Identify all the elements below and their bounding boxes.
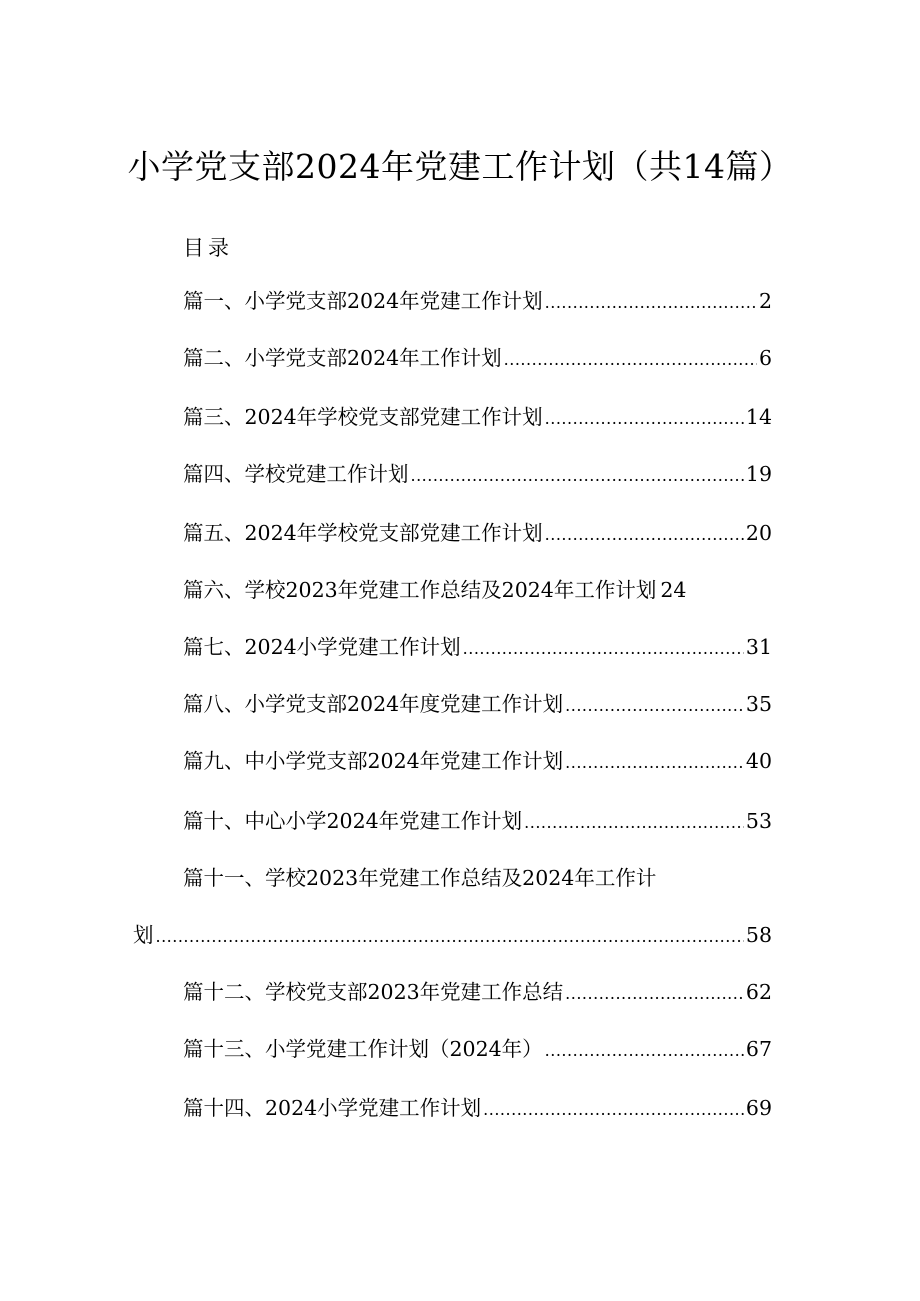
toc-dot-leader [524, 806, 744, 840]
toc-page-number: 31 [745, 635, 772, 659]
toc-dot-leader [565, 977, 744, 1011]
toc-entry-title: 篇十、中心小学2024年党建工作计划 [183, 809, 523, 833]
toc-entry-title: 篇十四、2024小学党建工作计划 [183, 1096, 482, 1120]
toc-page-number: 20 [745, 521, 772, 545]
toc-dot-leader [565, 746, 744, 780]
toc-dot-leader [545, 402, 744, 436]
toc-entry-title: 篇十三、小学党建工作计划（2024年） [183, 1037, 543, 1061]
toc-entry[interactable] [183, 744, 772, 778]
toc-page-number: 67 [745, 1037, 772, 1061]
toc-page-number: 69 [745, 1096, 772, 1120]
toc-entry-title: 篇五、2024年学校党支部党建工作计划 [183, 521, 543, 545]
toc-page-number: 35 [745, 692, 772, 716]
toc-page-number: 19 [745, 462, 772, 486]
toc-dot-leader [411, 459, 744, 493]
toc-dot-leader [463, 632, 744, 666]
toc-entry-title: 篇十二、学校党支部2023年党建工作总结 [183, 980, 564, 1004]
toc-page-number: 62 [745, 980, 772, 1004]
toc-page-number: 40 [745, 749, 772, 773]
toc-heading: 目录 [183, 236, 233, 260]
document-title: 小学党支部2024年党建工作计划（共14篇） [127, 147, 793, 186]
toc-entry-title: 篇二、小学党支部2024年工作计划 [183, 346, 502, 370]
toc-entry-title: 篇七、2024小学党建工作计划 [183, 635, 461, 659]
toc-dot-leader [545, 518, 744, 552]
toc-entry[interactable] [183, 516, 772, 550]
toc-page-number: 6 [758, 346, 772, 370]
toc-entry[interactable] [183, 341, 772, 375]
toc-entry-title: 篇六、学校2023年党建工作总结及2024年工作计划 [183, 578, 657, 602]
toc-dot-leader [545, 286, 757, 320]
toc-entry[interactable] [183, 457, 772, 491]
toc-entry-continuation[interactable] [133, 918, 772, 952]
toc-entry[interactable] [183, 284, 772, 318]
toc-entry-title: 篇四、学校党建工作计划 [183, 462, 409, 486]
toc-dot-leader [504, 343, 757, 377]
toc-entry-title: 篇八、小学党支部2024年度党建工作计划 [183, 692, 564, 716]
toc-page-number: 14 [745, 405, 772, 429]
toc-entry-title: 篇一、小学党支部2024年党建工作计划 [183, 289, 543, 313]
toc-entry[interactable] [183, 861, 772, 895]
toc-entry[interactable] [183, 1032, 772, 1066]
toc-dot-leader [156, 920, 744, 954]
toc-entry[interactable] [183, 573, 772, 607]
toc-entry[interactable] [183, 400, 772, 434]
toc-page-number: 24 [660, 578, 687, 602]
toc-entry-title: 篇十一、学校2023年党建工作总结及2024年工作计 [183, 866, 657, 890]
toc-entry[interactable] [183, 1091, 772, 1125]
toc-dot-leader [565, 689, 744, 723]
toc-entry[interactable] [183, 975, 772, 1009]
toc-dot-leader [483, 1093, 744, 1127]
toc-entry[interactable] [183, 687, 772, 721]
toc-page-number: 2 [758, 289, 772, 313]
toc-entry[interactable] [183, 804, 772, 838]
toc-entry-title: 划 [133, 923, 154, 947]
toc-entry-title: 篇九、中小学党支部2024年党建工作计划 [183, 749, 564, 773]
toc-dot-leader [545, 1034, 744, 1068]
toc-entry-title: 篇三、2024年学校党支部党建工作计划 [183, 405, 543, 429]
toc-page-number: 58 [745, 923, 772, 947]
toc-entry[interactable] [183, 630, 772, 664]
toc-page-number: 53 [745, 809, 772, 833]
